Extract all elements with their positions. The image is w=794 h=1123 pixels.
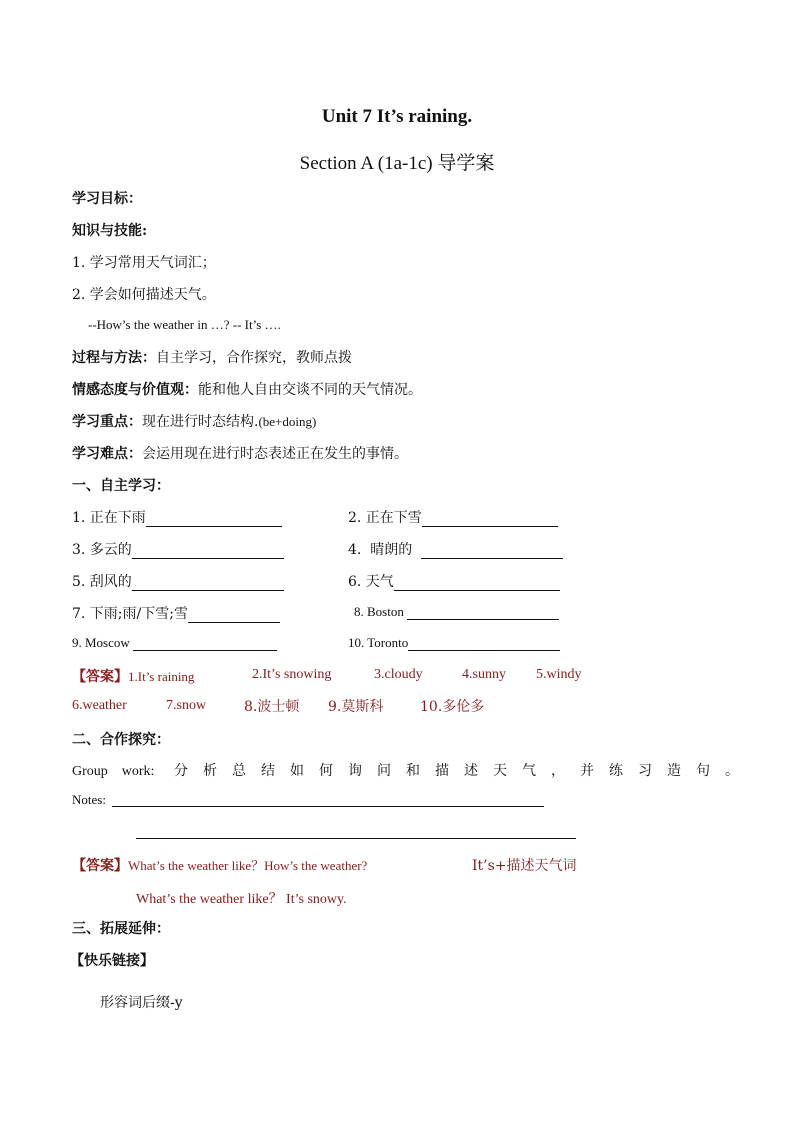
group-work-char: 描 [434,763,449,779]
answer-key-2-row-1 [72,855,367,875]
exercise-label: 4. 晴朗的 [348,542,422,558]
emotion-label: 情感态度与价值观： [72,382,198,398]
answer-bracket: 【答案】 [72,669,128,685]
exercise-7 [72,603,280,623]
answer-item: 5.windy [536,667,582,682]
key-point-text: 现在进行时态结构. [142,414,259,430]
difficulty-text: 会运用现在进行时态表述正在发生的事情。 [142,446,408,462]
answer-item: 6.weather [72,698,127,713]
key-point-text-en: (be+doing) [258,414,317,429]
exercise-6 [348,571,560,591]
group-work-char: 并 [579,763,594,779]
key-point-label: 学习重点： [72,414,142,430]
exercise-1 [72,507,282,527]
answer-blank[interactable] [132,576,284,591]
group-work-char: 问 [376,763,391,779]
group-work-char: 结 [260,763,275,779]
answer-blank[interactable] [407,605,559,620]
group-work-line [72,760,746,780]
answer-blank[interactable] [188,608,280,623]
group-work-char: 。 [724,763,739,779]
sentence-pattern: --How’s the weather in …? -- It’s …. [88,317,281,332]
document-subtitle: Section A (1a-1c) 导学案 [299,153,495,174]
knowledge-heading: 知识与技能: [72,223,148,239]
answer-item: 9.莫斯科 [328,699,384,715]
emotion-line [72,379,422,399]
group-work-char: 造 [666,763,681,779]
exercise-3 [72,539,284,559]
answer-item: 2.It’s snowing [252,667,332,682]
notes-label: Notes: [72,792,106,807]
group-work-char: 和 [405,763,420,779]
process-text: 自主学习，合作探究，教师点拨 [156,350,352,366]
group-work-char: 练 [608,763,623,779]
answer-blank[interactable] [133,636,277,651]
group-work-char: 分 [173,763,188,779]
exercise-10 [348,635,560,651]
difficulty-label: 学习难点： [72,446,142,462]
group-work-char: 何 [318,763,333,779]
exercise-label: 9. Moscow [72,635,134,650]
answer-item: 7.snow [166,698,207,713]
process-line [72,347,352,367]
answer-line: What’s the weather like？How’s the weather? [128,858,368,873]
group-work-char: 习 [637,763,652,779]
section1-heading: 一、自主学习： [72,478,170,494]
answer-line: What’s the weather like？ It’s snowy. [136,892,347,907]
group-work-char: 气 [521,763,536,779]
exercise-5 [72,571,284,591]
answer-item: 10.多伦多 [420,699,485,715]
exercise-label: 7. 下雨;雨/下雪;雪 [72,606,188,622]
exercise-label: 2. 正在下雪 [348,510,422,526]
exercise-label: 3. 多云的 [72,542,132,558]
group-work-char: 如 [289,763,304,779]
group-work-char: 述 [463,763,478,779]
answer-blank[interactable] [146,512,282,527]
section2-heading: 二、合作探究： [72,732,170,748]
group-work-char: 句 [695,763,710,779]
answer-bracket: 【答案】 [72,858,128,874]
knowledge-item-1: 1. 学习常用天气词汇； [72,255,216,271]
answer-blank[interactable] [421,544,563,559]
exercise-9 [72,635,277,651]
answer-blank[interactable] [408,636,560,651]
answer-item: 3.cloudy [374,667,423,682]
answer-blank[interactable] [132,544,284,559]
knowledge-item-2: 2. 学会如何描述天气。 [72,287,216,303]
exercise-2 [348,507,558,527]
difficulty-line [72,443,408,463]
document-title: Unit 7 It’s raining. [321,106,473,127]
exercise-label: 6. 天气 [348,574,394,590]
exercise-label: 5. 刮风的 [72,574,132,590]
exercise-label: 10. Toronto [348,635,409,650]
process-label: 过程与方法： [72,350,156,366]
exercise-label: 8. Boston [354,604,408,619]
notes-line-2[interactable] [136,838,576,839]
group-work-label: Group work: [72,764,155,779]
exercise-8 [354,604,559,620]
answer-item: 1.It’s raining [128,669,195,684]
answer-key-1-row-1 [72,666,194,686]
group-work-char: ， [550,763,565,779]
group-work-char: 询 [347,763,362,779]
answer-blank[interactable] [394,576,560,591]
answer-line: It’s+描述天气词 [472,858,577,874]
answer-blank[interactable] [422,512,558,527]
happy-link-heading: 【快乐链接】 [70,953,154,969]
section3-heading: 三、拓展延伸： [72,921,170,937]
emotion-text: 能和他人自由交谈不同的天气情况。 [198,382,422,398]
suffix-line: 形容词后缀-y [100,995,183,1011]
notes-line-1[interactable] [112,806,544,807]
group-work-char: 总 [231,763,246,779]
exercise-label: 1. 正在下雨 [72,510,146,526]
answer-item: 8.波士顿 [244,699,300,715]
group-work-char: 析 [202,763,217,779]
objectives-heading: 学习目标： [72,191,142,207]
key-point-line [72,411,316,431]
answer-item: 4.sunny [462,667,506,682]
group-work-char: 天 [492,763,507,779]
exercise-4 [348,539,563,559]
